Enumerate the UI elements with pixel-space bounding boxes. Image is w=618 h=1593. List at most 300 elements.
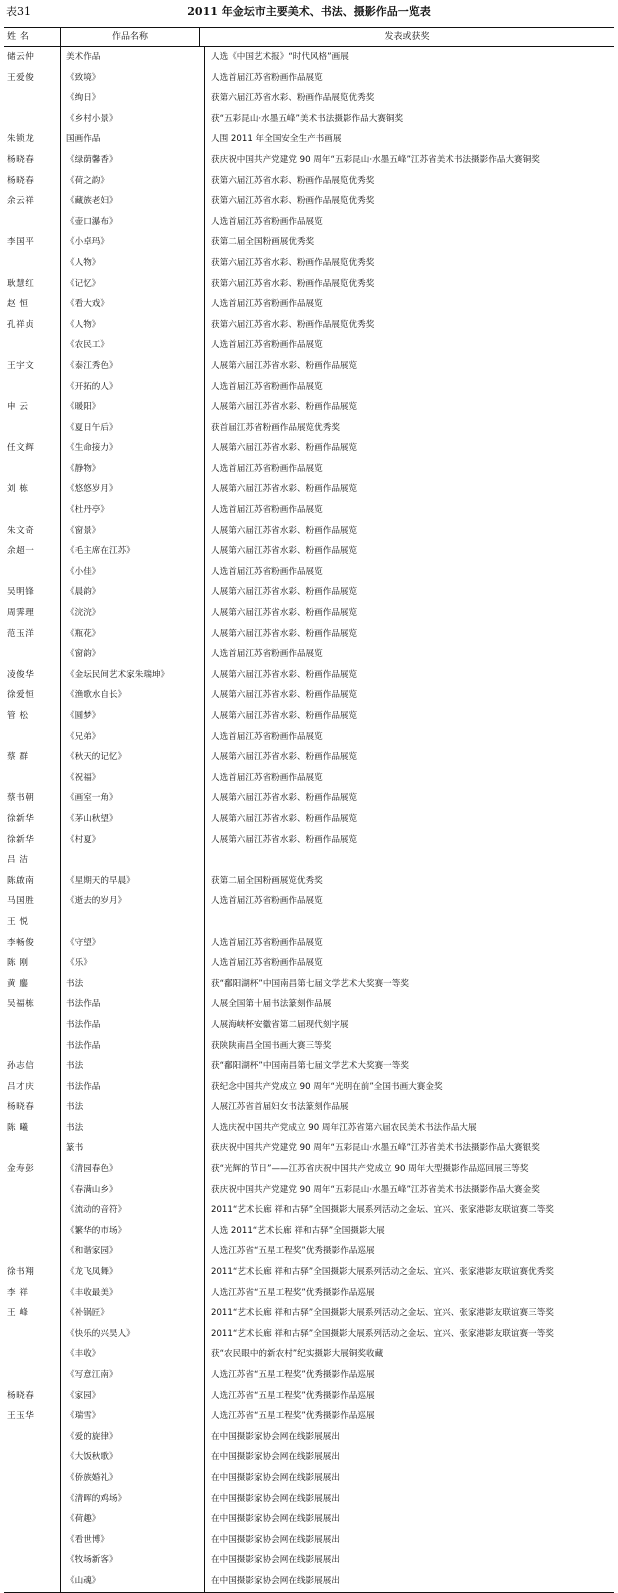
cell-work: 《人物》 — [60, 253, 204, 274]
cell-award: 人展第六届江苏省水彩、粉画作品展览 — [204, 747, 614, 768]
cell-work: 《小卓玛》 — [60, 232, 204, 253]
cell-name — [4, 1365, 60, 1386]
cell-award: 在中国摄影家协会网在线影展展出 — [204, 1550, 614, 1571]
table-row — [4, 685, 614, 706]
cell-name — [4, 1509, 60, 1530]
cell-name — [4, 377, 60, 398]
cell-award: 获第六届江苏省水彩、粉画作品展览优秀奖 — [204, 274, 614, 295]
cell-name: 吴福栋 — [7, 999, 35, 1010]
table-row — [4, 315, 614, 336]
cell-work: 《金坛民间艺术家朱瑞坤》 — [60, 665, 204, 686]
cell-award: 人展第六届江苏省水彩、粉画作品展览 — [204, 521, 614, 542]
cell-award: 在中国摄影家协会网在线影展展出 — [204, 1489, 614, 1510]
cell-work: 《丰收》 — [60, 1344, 204, 1365]
cell-award: 获第六届江苏省水彩、粉画作品展览优秀奖 — [204, 253, 614, 274]
cell-name: 马国胜 — [7, 896, 35, 907]
cell-name: 陈 刚 — [7, 958, 29, 969]
table-row — [4, 603, 614, 624]
table-row — [4, 809, 614, 830]
cell-award: 在中国摄影家协会网在线影展展出 — [204, 1427, 614, 1448]
cell-work: 《渔歌水自长》 — [60, 685, 204, 706]
cell-work: 《圆梦》 — [60, 706, 204, 727]
cell-name — [4, 500, 60, 521]
table-row — [4, 541, 614, 562]
cell-award: 人选首届江苏省粉画作品展览 — [204, 891, 614, 912]
cell-work: 《窗景》 — [60, 521, 204, 542]
cell-name: 周霁理 — [7, 608, 35, 619]
table-row — [4, 747, 614, 768]
cell-work: 《荷趣》 — [60, 1509, 204, 1530]
cell-name: 吕 洁 — [7, 855, 29, 866]
table-row — [4, 1262, 614, 1283]
cell-name: 朱文奇 — [7, 525, 35, 536]
cell-name: 杨晓春 — [7, 175, 35, 186]
table-row — [4, 1365, 614, 1386]
table-row — [4, 644, 614, 665]
cell-work: 《祝福》 — [60, 768, 204, 789]
cell-award: 获“鄱阳湖杯”中国南昌第七届文学艺术大奖赛一等奖 — [204, 1056, 614, 1077]
cell-name — [4, 1200, 60, 1221]
cell-award: 获“鄱阳湖杯”中国南昌第七届文学艺术大奖赛一等奖 — [204, 974, 614, 995]
cell-award: 2011“艺术长廊 祥和古驿”全国摄影大展系列活动之金坛、宜兴、张家港影友联谊赛优秀奖 — [204, 1262, 614, 1283]
cell-award: 人展第六届江苏省水彩、粉画作品展览 — [204, 582, 614, 603]
table-row — [4, 1324, 614, 1345]
cell-award: 2011“艺术长廊 祥和古驿”全国摄影大展系列活动之金坛、宜兴、张家港影友联谊赛一等奖 — [204, 1324, 614, 1345]
cell-award: 获庆祝中国共产党建党 90 周年“五彩昆山·水墨五峰”江苏省美术书法摄影作品大赛银奖 — [204, 1138, 614, 1159]
cell-award: 人选江苏省“五星工程奖”优秀摄影作品巡展 — [204, 1386, 614, 1407]
cell-award: 人展第六届江苏省水彩、粉画作品展览 — [204, 541, 614, 562]
cell-work: 《乐》 — [60, 953, 204, 974]
table-row — [4, 624, 614, 645]
cell-award: 2011“艺术长廊 祥和古驿”全国摄影大展系列活动之金坛、宜兴、张家港影友联谊赛二等奖 — [204, 1200, 614, 1221]
cell-work: 《看世博》 — [60, 1530, 204, 1551]
cell-award: 人选江苏省“五星工程奖”优秀摄影作品巡展 — [204, 1365, 614, 1386]
cell-award: 人展第六届江苏省水彩、粉画作品展览 — [204, 830, 614, 851]
cell-award: 获第二届全国粉画展览优秀奖 — [204, 871, 614, 892]
cell-award: 人选首届江苏省粉画作品展览 — [204, 68, 614, 89]
cell-award: 人选首届江苏省粉画作品展览 — [204, 212, 614, 233]
table-row — [4, 459, 614, 480]
cell-name: 王玉华 — [7, 1411, 35, 1422]
table-row — [4, 1036, 614, 1057]
table-row — [4, 562, 614, 583]
table-row — [4, 1550, 614, 1571]
cell-name: 蔡书朝 — [7, 793, 35, 804]
cell-award: 获第六届江苏省水彩、粉画作品展览优秀奖 — [204, 315, 614, 336]
table-row — [4, 994, 614, 1015]
cell-award: 人展第六届江苏省水彩、粉画作品展览 — [204, 809, 614, 830]
table-row — [4, 397, 614, 418]
cell-award: 人围 2011 年全国安全生产书画展 — [204, 129, 614, 150]
cell-name: 王爱俊 — [7, 72, 35, 83]
cell-work: 《写意江南》 — [60, 1365, 204, 1386]
cell-name: 余云祥 — [7, 196, 35, 207]
table-row — [4, 150, 614, 171]
cell-name — [4, 88, 60, 109]
cell-name: 管 松 — [7, 711, 29, 721]
table-row — [4, 582, 614, 603]
cell-name — [4, 418, 60, 439]
cell-name — [4, 768, 60, 789]
cell-award: 人展第六届江苏省水彩、粉画作品展览 — [204, 479, 614, 500]
table-row — [4, 1427, 614, 1448]
cell-name: 李畅俊 — [7, 937, 35, 948]
cell-work: 《兄弟》 — [60, 727, 204, 748]
table-row — [4, 1056, 614, 1077]
cell-work: 《致境》 — [60, 68, 204, 89]
cell-work: 《龙飞凤舞》 — [60, 1262, 204, 1283]
cell-work: 《绚日》 — [60, 88, 204, 109]
cell-award: 人选首届江苏省粉画作品展览 — [204, 377, 614, 398]
cell-name: 申 云 — [7, 402, 29, 413]
table-title: 2011 年金坛市主要美术、书法、摄影作品一览表 — [187, 5, 431, 18]
cell-award: 人选 2011“艺术长廊 祥和古驿”全国摄影大展 — [204, 1221, 614, 1242]
cell-work: 《瓶花》 — [60, 624, 204, 645]
cell-name: 蔡 群 — [7, 752, 29, 763]
header-name: 姓 名 — [7, 32, 30, 42]
cell-name: 耿慧红 — [7, 278, 35, 289]
table-row — [4, 1159, 614, 1180]
cell-work: 《繁华的市场》 — [60, 1221, 204, 1242]
cell-work: 《农民工》 — [60, 335, 204, 356]
header-award: 发表或获奖 — [199, 28, 614, 46]
table-row — [4, 68, 614, 89]
cell-award: 获第二届全国粉画展优秀奖 — [204, 232, 614, 253]
table-row — [4, 521, 614, 542]
cell-name: 吴明锋 — [7, 587, 35, 598]
cell-work: 书法 — [60, 1056, 204, 1077]
cell-work: 《牧场新客》 — [60, 1550, 204, 1571]
cell-name — [4, 253, 60, 274]
table-row — [4, 1077, 614, 1098]
cell-work: 《村夏》 — [60, 830, 204, 851]
cell-work: 国画作品 — [60, 129, 204, 150]
cell-award: 人展江苏省首届妇女书法篆刻作品展 — [204, 1097, 614, 1118]
cell-work: 美术作品 — [60, 47, 204, 68]
table-number: 表31 — [6, 5, 31, 18]
cell-work: 《看大戏》 — [60, 294, 204, 315]
cell-work: 书法作品 — [60, 1036, 204, 1057]
cell-award: 获首届江苏省粉画作品展览优秀奖 — [204, 418, 614, 439]
cell-name: 孔祥贞 — [7, 319, 35, 330]
cell-name — [4, 1530, 60, 1551]
table-row — [4, 1530, 614, 1551]
table-row — [4, 212, 614, 233]
cell-name — [4, 1550, 60, 1571]
cell-name — [4, 1324, 60, 1345]
cell-award: 人选庆祝中国共产党成立 90 周年江苏省第六届农民美术书法作品大展 — [204, 1118, 614, 1139]
table-row — [4, 356, 614, 377]
cell-award: 人展第六届江苏省水彩、粉画作品展览 — [204, 397, 614, 418]
cell-work: 《补锅匠》 — [60, 1303, 204, 1324]
table-row — [4, 294, 614, 315]
table-row — [4, 418, 614, 439]
cell-work: 《悠悠岁月》 — [60, 479, 204, 500]
cell-award: 在中国摄影家协会网在线影展展出 — [204, 1571, 614, 1592]
cell-award: 获“农民眼中的新农村”纪实摄影大展铜奖收藏 — [204, 1344, 614, 1365]
cell-work: 书法 — [60, 1118, 204, 1139]
table-row — [4, 1509, 614, 1530]
cell-award: 人展第六届江苏省水彩、粉画作品展览 — [204, 685, 614, 706]
cell-name: 王 峰 — [7, 1308, 29, 1319]
cell-award: 人展第六届江苏省水彩、粉画作品展览 — [204, 438, 614, 459]
cell-name — [4, 1138, 60, 1159]
cell-work: 《清晖的鸡场》 — [60, 1489, 204, 1510]
cell-work: 《茅山秋望》 — [60, 809, 204, 830]
cell-work: 《静物》 — [60, 459, 204, 480]
cell-work: 《晨韵》 — [60, 582, 204, 603]
cell-award: 在中国摄影家协会网在线影展展出 — [204, 1468, 614, 1489]
cell-name: 储云仲 — [7, 52, 35, 62]
cell-award: 获第六届江苏省水彩、粉画作品展览优秀奖 — [204, 171, 614, 192]
cell-award: 人选首届江苏省粉画作品展览 — [204, 933, 614, 954]
cell-name: 李 祥 — [7, 1287, 29, 1298]
cell-name: 刘 栋 — [7, 484, 29, 495]
cell-award: 人选江苏省“五星工程奖”优秀摄影作品巡展 — [204, 1406, 614, 1427]
cell-award: 人选首届江苏省粉画作品展览 — [204, 768, 614, 789]
cell-award: 人展第六届江苏省水彩、粉画作品展览 — [204, 706, 614, 727]
cell-name — [4, 1468, 60, 1489]
cell-work: 《乡村小景》 — [60, 109, 204, 130]
cell-work: 《窗韵》 — [60, 644, 204, 665]
table-row — [4, 274, 614, 295]
cell-name: 杨晓春 — [7, 154, 35, 165]
table-row — [4, 1241, 614, 1262]
cell-name: 黄 鏖 — [7, 978, 29, 989]
table-row — [4, 1138, 614, 1159]
table-body — [4, 47, 614, 1592]
cell-work: 《星期天的早晨》 — [60, 871, 204, 892]
cell-award: 人选《中国艺术报》“时代风格”画展 — [204, 47, 614, 68]
cell-name: 陈啟南 — [7, 875, 35, 886]
cell-name: 杨晓春 — [7, 1102, 35, 1113]
cell-name: 李国平 — [7, 237, 35, 248]
cell-work: 《小佳》 — [60, 562, 204, 583]
cell-name: 凌俊华 — [7, 669, 35, 680]
cell-name: 徐新华 — [7, 813, 35, 824]
table-row — [4, 933, 614, 954]
works-table — [4, 27, 614, 1593]
table-row — [4, 891, 614, 912]
table-row — [4, 171, 614, 192]
cell-award: 在中国摄影家协会网在线影展展出 — [204, 1509, 614, 1530]
cell-award: 获“光辉的节日”——江苏省庆祝中国共产党成立 90 周年大型摄影作品巡回展三等奖 — [204, 1159, 614, 1180]
cell-award: 人选江苏省“五星工程奖”优秀摄影作品巡展 — [204, 1283, 614, 1304]
cell-award: 人展全国第十届书法篆刻作品展 — [204, 994, 614, 1015]
cell-name — [4, 459, 60, 480]
cell-work: 书法作品 — [60, 1077, 204, 1098]
cell-name: 朱锁龙 — [7, 134, 35, 145]
cell-name — [4, 1036, 60, 1057]
table-row — [4, 1118, 614, 1139]
cell-name — [4, 727, 60, 748]
cell-work: 《爱的旋律》 — [60, 1427, 204, 1448]
cell-work: 《和谐家园》 — [60, 1241, 204, 1262]
cell-name: 徐新华 — [7, 834, 35, 845]
cell-name — [4, 1344, 60, 1365]
cell-name — [4, 562, 60, 583]
table-row — [4, 335, 614, 356]
cell-award: 在中国摄影家协会网在线影展展出 — [204, 1447, 614, 1468]
cell-award: 获庆祝中国共产党建党 90 周年“五彩昆山·水墨五峰”江苏省美术书法摄影作品大赛铜奖 — [204, 150, 614, 171]
cell-work: 书法 — [60, 1097, 204, 1118]
cell-name: 余超一 — [7, 546, 35, 557]
table-row — [4, 1221, 614, 1242]
cell-name — [4, 644, 60, 665]
table-row — [4, 438, 614, 459]
cell-work: 《记忆》 — [60, 274, 204, 295]
cell-award: 获陕陕南昌全国书画大赛三等奖 — [204, 1036, 614, 1057]
cell-award: 获第六届江苏省水彩、粉画作品展览优秀奖 — [204, 88, 614, 109]
table-row — [4, 1097, 614, 1118]
cell-name — [4, 1241, 60, 1262]
cell-name: 范玉洋 — [7, 628, 35, 639]
table-row — [4, 830, 614, 851]
cell-work: 《清园春色》 — [60, 1159, 204, 1180]
cell-name: 杨晓春 — [7, 1390, 35, 1401]
table-row — [4, 1571, 614, 1592]
table-row — [4, 500, 614, 521]
cell-name — [4, 109, 60, 130]
cell-award: 获“五彩昆山·水墨五峰”美术书法摄影作品大赛铜奖 — [204, 109, 614, 130]
cell-name — [4, 1489, 60, 1510]
cell-award: 人选首届江苏省粉画作品展览 — [204, 953, 614, 974]
cell-work: 《大饭秋歌》 — [60, 1447, 204, 1468]
cell-award: 人选首届江苏省粉画作品展览 — [204, 644, 614, 665]
table-row — [4, 1200, 614, 1221]
cell-award: 在中国摄影家协会网在线影展展出 — [204, 1530, 614, 1551]
cell-award: 2011“艺术长廊 祥和古驿”全国摄影大展系列活动之金坛、宜兴、张家港影友联谊赛三等奖 — [204, 1303, 614, 1324]
cell-name: 王宇文 — [7, 360, 35, 371]
cell-work: 书法 — [60, 974, 204, 995]
cell-work: 《生命接力》 — [60, 438, 204, 459]
cell-work — [60, 850, 204, 871]
table-row — [4, 1303, 614, 1324]
cell-award: 人展第六届江苏省水彩、粉画作品展览 — [204, 624, 614, 645]
cell-name: 徐爱恒 — [7, 690, 35, 701]
table-row — [4, 1406, 614, 1427]
cell-work: 《快乐的兴昊人》 — [60, 1324, 204, 1345]
cell-award: 获庆祝中国共产党建党 90 周年“五彩昆山·水墨五峰”江苏省美术书法摄影作品大赛金奖 — [204, 1180, 614, 1201]
cell-work: 《家园》 — [60, 1386, 204, 1407]
table-caption — [0, 3, 618, 19]
table-row — [4, 1344, 614, 1365]
cell-work: 《人物》 — [60, 315, 204, 336]
table-row — [4, 1468, 614, 1489]
table-row — [4, 768, 614, 789]
cell-award — [204, 850, 614, 871]
cell-name — [4, 1221, 60, 1242]
cell-name: 吕才庆 — [7, 1081, 35, 1092]
cell-work: 《藏族老妇》 — [60, 191, 204, 212]
cell-name: 王 悦 — [7, 916, 29, 927]
cell-award: 获第六届江苏省水彩、粉画作品展览优秀奖 — [204, 191, 614, 212]
cell-work: 《山魂》 — [60, 1571, 204, 1592]
table-row — [4, 1283, 614, 1304]
cell-award: 人展第六届江苏省水彩、粉画作品展览 — [204, 356, 614, 377]
cell-award: 人展第六届江苏省水彩、粉画作品展览 — [204, 665, 614, 686]
table-row — [4, 479, 614, 500]
cell-name: 赵 恒 — [7, 299, 29, 310]
cell-name: 陈 曦 — [7, 1122, 29, 1133]
cell-work: 《侨族婚礼》 — [60, 1468, 204, 1489]
table-row — [4, 191, 614, 212]
cell-name — [4, 212, 60, 233]
cell-award: 人展第六届江苏省水彩、粉画作品展览 — [204, 603, 614, 624]
cell-work: 《逝去的岁月》 — [60, 891, 204, 912]
cell-award: 人选首届江苏省粉画作品展览 — [204, 727, 614, 748]
cell-award: 人选江苏省“五星工程奖”优秀摄影作品巡展 — [204, 1241, 614, 1262]
cell-name: 任文辉 — [7, 443, 35, 454]
table-row — [4, 232, 614, 253]
cell-work: 《壶口瀑布》 — [60, 212, 204, 233]
table-row — [4, 1386, 614, 1407]
cell-work: 《荷之韵》 — [60, 171, 204, 192]
cell-award: 获纪念中国共产党成立 90 周年“光明在前”全国书画大赛金奖 — [204, 1077, 614, 1098]
cell-award: 人选首届江苏省粉画作品展览 — [204, 459, 614, 480]
table-row — [4, 850, 614, 871]
table-row — [4, 1180, 614, 1201]
cell-award: 人选首届江苏省粉画作品展览 — [204, 562, 614, 583]
cell-work: 《暖阳》 — [60, 397, 204, 418]
cell-name: 金寿彭 — [7, 1164, 35, 1175]
cell-work: 《秋天的记忆》 — [60, 747, 204, 768]
cell-work: 《绿荫馨香》 — [60, 150, 204, 171]
cell-award: 人展海峡杯安徽省第二届现代刻字展 — [204, 1015, 614, 1036]
cell-name — [4, 1427, 60, 1448]
cell-work: 书法作品 — [60, 994, 204, 1015]
table-row — [4, 974, 614, 995]
table-row — [4, 953, 614, 974]
table-row — [4, 109, 614, 130]
cell-work: 《杜丹亭》 — [60, 500, 204, 521]
cell-work: 《毛主席在江苏》 — [60, 541, 204, 562]
table-row — [4, 1489, 614, 1510]
cell-name: 徐书翔 — [7, 1267, 35, 1278]
cell-work: 篆书 — [60, 1138, 204, 1159]
table-row — [4, 665, 614, 686]
cell-work: 《夏日午后》 — [60, 418, 204, 439]
table-row — [4, 253, 614, 274]
table-row — [4, 1447, 614, 1468]
cell-award: 人选首届江苏省粉画作品展览 — [204, 335, 614, 356]
cell-work: 《瑞雪》 — [60, 1406, 204, 1427]
cell-name — [4, 1015, 60, 1036]
table-row — [4, 1015, 614, 1036]
cell-name — [4, 1571, 60, 1592]
cell-award: 人选首届江苏省粉画作品展览 — [204, 500, 614, 521]
table-row — [4, 129, 614, 150]
cell-work: 《春满山乡》 — [60, 1180, 204, 1201]
cell-work: 《开拓的人》 — [60, 377, 204, 398]
cell-work: 《丰收最美》 — [60, 1283, 204, 1304]
cell-work: 《浣浣》 — [60, 603, 204, 624]
cell-work: 《画室一角》 — [60, 788, 204, 809]
table-row — [4, 788, 614, 809]
cell-name: 孙志信 — [7, 1061, 35, 1072]
cell-award: 人选首届江苏省粉画作品展览 — [204, 294, 614, 315]
table-row — [4, 377, 614, 398]
table-row — [4, 88, 614, 109]
cell-name — [4, 1447, 60, 1468]
cell-work: 《守望》 — [60, 933, 204, 954]
cell-work: 《流动的音符》 — [60, 1200, 204, 1221]
table-row — [4, 871, 614, 892]
cell-work: 《泰江秀色》 — [60, 356, 204, 377]
cell-work — [60, 912, 204, 933]
header-work: 作品名称 — [60, 28, 199, 46]
table-row — [4, 47, 614, 68]
